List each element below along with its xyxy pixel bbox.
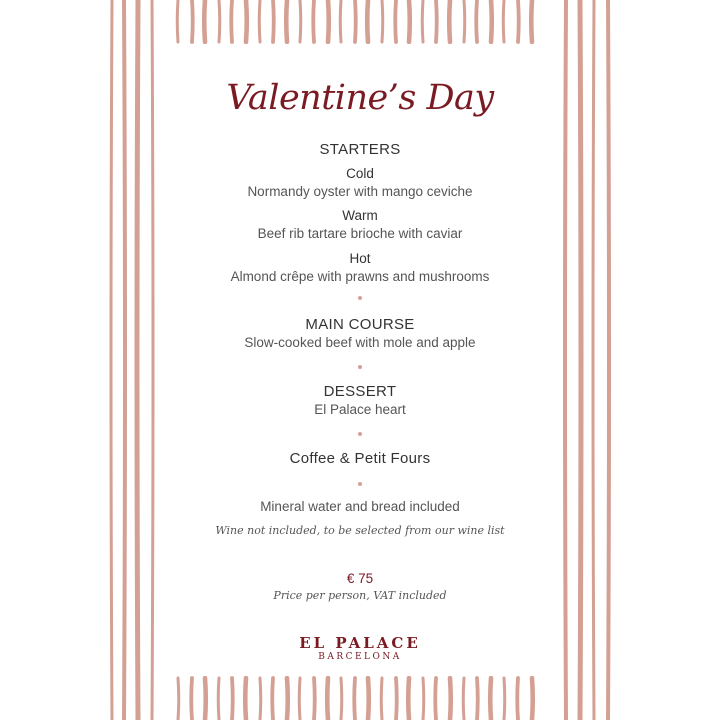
- separator-dot: [358, 296, 362, 300]
- water-bread-note: Mineral water and bread included: [260, 499, 460, 514]
- brand-logo-name: EL PALACE: [299, 634, 421, 652]
- dessert-heading: DESSERT: [323, 383, 397, 400]
- brand-logo-city: BARCELONA: [318, 652, 402, 662]
- starter-hot-label: Hot: [349, 251, 371, 266]
- starters-heading: STARTERS: [319, 141, 401, 158]
- dessert-dish: El Palace heart: [314, 402, 406, 417]
- coffee-heading: Coffee & Petit Fours: [289, 450, 431, 467]
- price: € 75: [346, 571, 374, 586]
- starter-warm-dish: Beef rib tartare brioche with caviar: [257, 226, 463, 241]
- separator-dot: [358, 365, 362, 369]
- price-note: Price per person, VAT included: [273, 589, 447, 602]
- starter-cold-dish: Normandy oyster with mango ceviche: [247, 184, 473, 199]
- separator-dot: [358, 432, 362, 436]
- starter-hot-dish: Almond crêpe with prawns and mushrooms: [230, 269, 490, 284]
- wine-note: Wine not included, to be selected from our wine list: [215, 524, 505, 537]
- starter-warm-label: Warm: [342, 208, 378, 223]
- main-course-dish: Slow-cooked beef with mole and apple: [244, 335, 476, 350]
- separator-dot: [358, 482, 362, 486]
- menu-title: Valentine’s Day: [226, 78, 494, 118]
- main-course-heading: MAIN COURSE: [305, 316, 415, 333]
- starter-cold-label: Cold: [346, 166, 374, 181]
